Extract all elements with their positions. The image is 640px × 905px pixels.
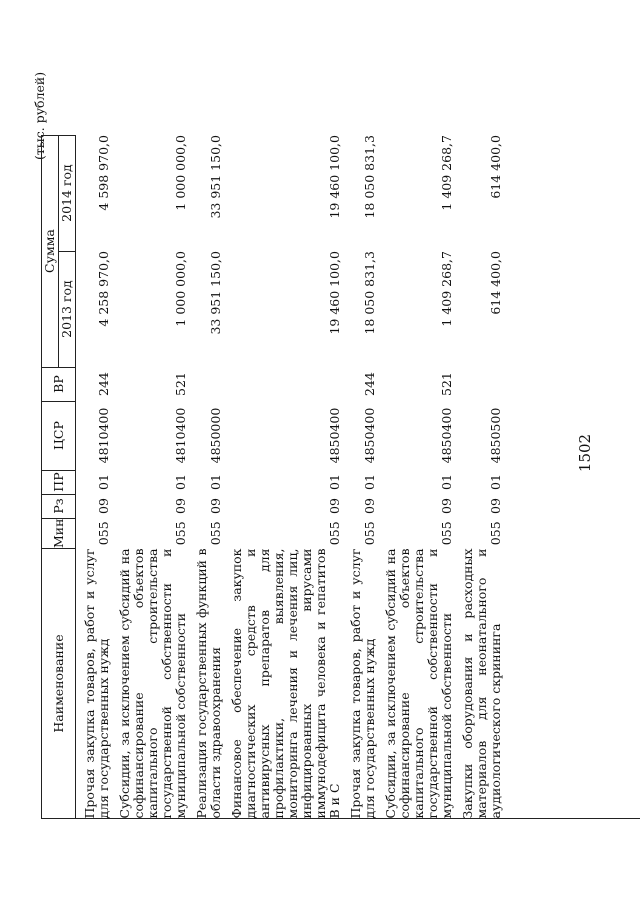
- row-csr: 4850400: [327, 407, 342, 464]
- row-sum-2014: 1 000 000,0: [173, 135, 188, 211]
- row-sum-2013: 1 409 268,7: [439, 251, 454, 327]
- row-sum-2014: 4 598 970,0: [96, 135, 111, 211]
- row-vr: [454, 367, 503, 401]
- row-min: 055: [173, 521, 188, 546]
- row-name: Реализация государственных функций в области здравоохранения: [194, 548, 223, 819]
- row-vr: 521: [439, 372, 454, 396]
- row-pr: 01: [96, 474, 111, 490]
- row-sum-2013: 33 951 150,0: [208, 251, 223, 335]
- table-left-border: [41, 818, 640, 819]
- row-csr: 4850000: [208, 407, 223, 464]
- row-name: Прочая закупка товаров, работ и услуг для государственных нужд: [348, 548, 377, 819]
- row-min: 055: [439, 521, 454, 546]
- row-name: Финансовое обеспечение закупок диагностических средств и антивирусных препаратов для профилактики, выявления, мониторинга лечения и лечения лиц, инфицированных вирусами иммунодефицита человека и гепатитов B и C: [229, 548, 342, 819]
- row-pr: 01: [362, 474, 377, 490]
- row-sum-2013: 18 050 831,3: [362, 251, 377, 335]
- row-vr: [188, 367, 223, 401]
- header-year-2013: 2013 год: [59, 251, 76, 367]
- row-sum-2013: 4 258 970,0: [96, 251, 111, 327]
- row-vr: 521: [173, 372, 188, 396]
- row-sum-2014: 614 400,0: [488, 135, 503, 199]
- row-name: Субсидии, за исключением субсидий на софинансирование объектов капитального строительства государственной собственности и муниципальной собственности: [117, 548, 188, 819]
- row-csr: 4850500: [488, 407, 503, 464]
- row-vr: 244: [362, 372, 377, 396]
- header-year-2014: 2014 год: [59, 135, 76, 251]
- row-min: 055: [488, 521, 503, 546]
- table-row: [342, 135, 377, 818]
- row-rz: 09: [173, 498, 188, 514]
- row-sum-2014: 33 951 150,0: [208, 135, 223, 219]
- row-name: Закупки оборудования и расходных материалов для неонатального и аудиологического скрининга: [460, 548, 503, 819]
- row-sum-2014: 19 460 100,0: [327, 135, 342, 219]
- units-note: (тыс. рублей): [32, 71, 47, 160]
- header-name: Наименование: [42, 549, 76, 819]
- table-body: [76, 135, 504, 818]
- row-rz: 09: [208, 498, 223, 514]
- header-csr: ЦСР: [42, 401, 76, 470]
- budget-table: [41, 135, 503, 819]
- row-min: 055: [208, 521, 223, 546]
- row-pr: 01: [208, 474, 223, 490]
- row-min: 055: [327, 521, 342, 546]
- header-pr: ПР: [42, 470, 76, 494]
- row-sum-2014: 1 409 268,7: [439, 135, 454, 211]
- page-number: 1502: [576, 433, 594, 473]
- row-min: 055: [96, 521, 111, 546]
- row-csr: 4850400: [362, 407, 377, 464]
- row-pr: 01: [488, 474, 503, 490]
- row-csr: 4850400: [439, 407, 454, 464]
- header-vr: ВР: [42, 367, 76, 401]
- row-min: 055: [362, 521, 377, 546]
- row-rz: 09: [327, 498, 342, 514]
- header-min: Мин: [42, 518, 76, 548]
- row-pr: 01: [173, 474, 188, 490]
- table-row: [111, 135, 188, 818]
- row-sum-2013: 614 400,0: [488, 251, 503, 315]
- table-header-row: [42, 135, 59, 818]
- table-row: [223, 135, 342, 818]
- row-rz: 09: [488, 498, 503, 514]
- row-csr: 4810400: [173, 407, 188, 464]
- row-pr: 01: [439, 474, 454, 490]
- row-vr: [223, 367, 342, 401]
- row-csr: 4810400: [96, 407, 111, 464]
- table-row: [188, 135, 223, 818]
- row-rz: 09: [439, 498, 454, 514]
- header-rz: Рз: [42, 494, 76, 518]
- row-rz: 09: [362, 498, 377, 514]
- row-rz: 09: [96, 498, 111, 514]
- header-sum: Сумма: [42, 135, 59, 367]
- row-sum-2014: 18 050 831,3: [362, 135, 377, 219]
- row-name: Субсидии, за исключением субсидий на софинансирование объектов капитального строительства государственной собственности и муниципальной собственности: [383, 548, 454, 819]
- row-pr: 01: [327, 474, 342, 490]
- row-sum-2013: 19 460 100,0: [327, 251, 342, 335]
- row-vr: 244: [96, 372, 111, 396]
- table-row: [76, 135, 112, 818]
- table-row: [454, 135, 503, 818]
- row-name: Прочая закупка товаров, работ и услуг для государственных нужд: [82, 548, 111, 819]
- table-row: [377, 135, 454, 818]
- row-sum-2013: 1 000 000,0: [173, 251, 188, 327]
